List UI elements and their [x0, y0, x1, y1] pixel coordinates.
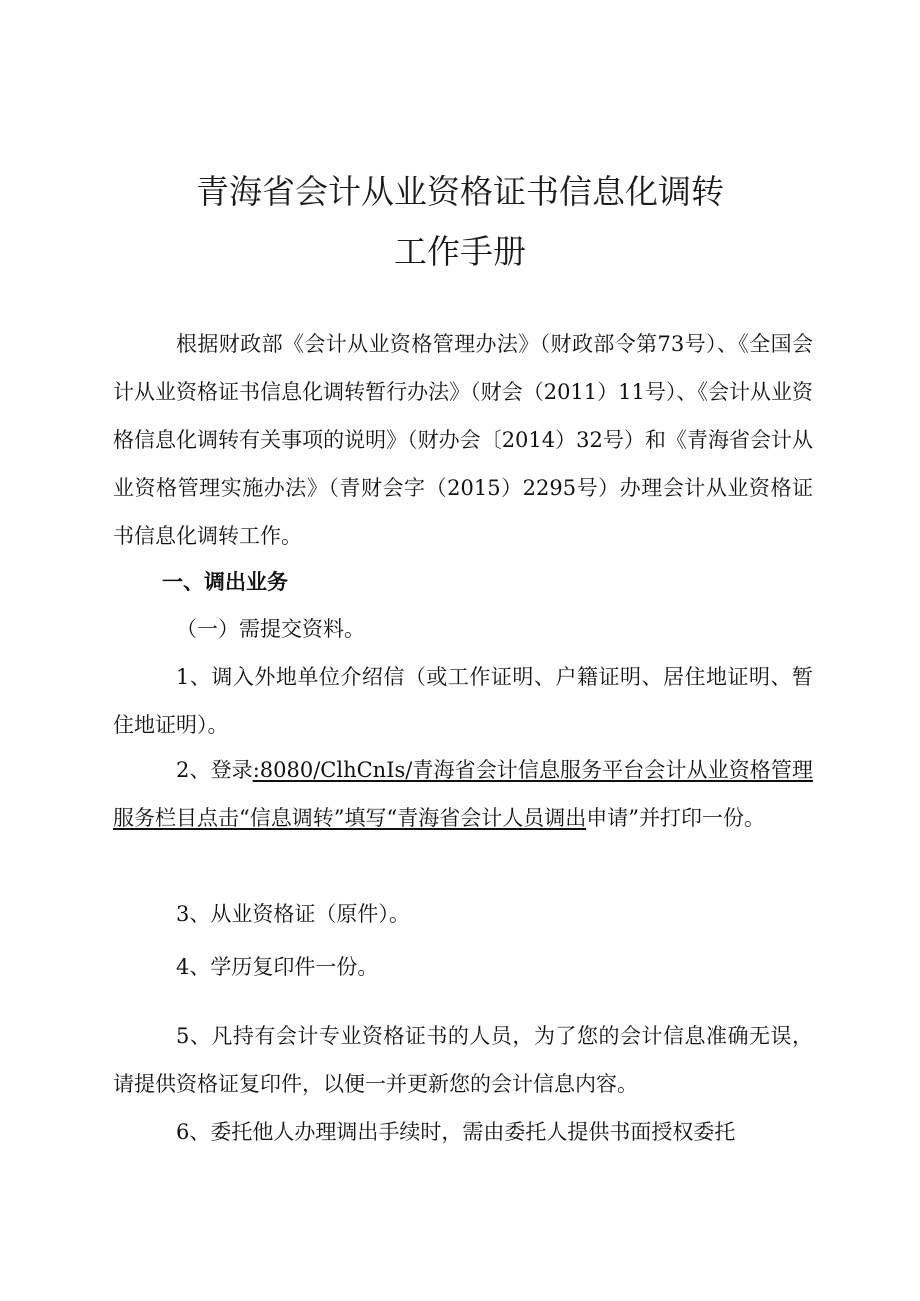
- item-2-prefix: 2、登录: [176, 758, 253, 782]
- item-3-text: 3、从业资格证（原件）。: [176, 902, 410, 926]
- list-item: [113, 943, 813, 991]
- section-heading-outgoing: 一、调出业务: [162, 570, 288, 594]
- item-4-text: 4、学历复印件一份。: [176, 955, 379, 979]
- list-item: [113, 890, 813, 938]
- list-item: [113, 653, 813, 749]
- intro-text: 根据财政部《会计从业资格管理办法》（财政部令第73号）、《全国会计从业资格证书信息化调转暂行办法》（财会（2011）11号）、《会计从业资格信息化调转有关事项的说明》（财办会〔2014）32号）和《青海省会计从业资格管理实施办法》（青财会字（2015）2295号）办理会计从业资格证书信息化调转工作。: [113, 332, 813, 548]
- list-item: [113, 1108, 813, 1156]
- document-title-line1: 青海省会计从业资格证书信息化调转: [196, 172, 724, 211]
- platform-link[interactable]: :8080/ClhCnIs/青海省会计信息服务平台会计从业资格管理服务栏目点击“信息调转”填写“青海省会计人员调出: [113, 758, 813, 830]
- intro-paragraph: [113, 320, 813, 560]
- item-1-text: 1、调入外地单位介绍信（或工作证明、户籍证明、居住地证明、暂住地证明）。: [113, 665, 813, 737]
- item-6-text: 6、委托他人办理调出手续时，需由委托人提供书面授权委托: [176, 1120, 736, 1144]
- item-2-suffix: 申请”并打印一份。: [586, 806, 765, 830]
- list-item: [113, 1012, 813, 1108]
- list-item: [113, 746, 813, 842]
- subsection-required-materials: （一）需提交资料。: [176, 617, 365, 641]
- item-5-text: 5、凡持有会计专业资格证书的人员，为了您的会计信息准确无误，请提供资格证复印件，以便一并更新您的会计信息内容。: [113, 1024, 813, 1096]
- item-2-paragraph: [113, 746, 813, 842]
- document-title-line2: 工作手册: [394, 232, 526, 271]
